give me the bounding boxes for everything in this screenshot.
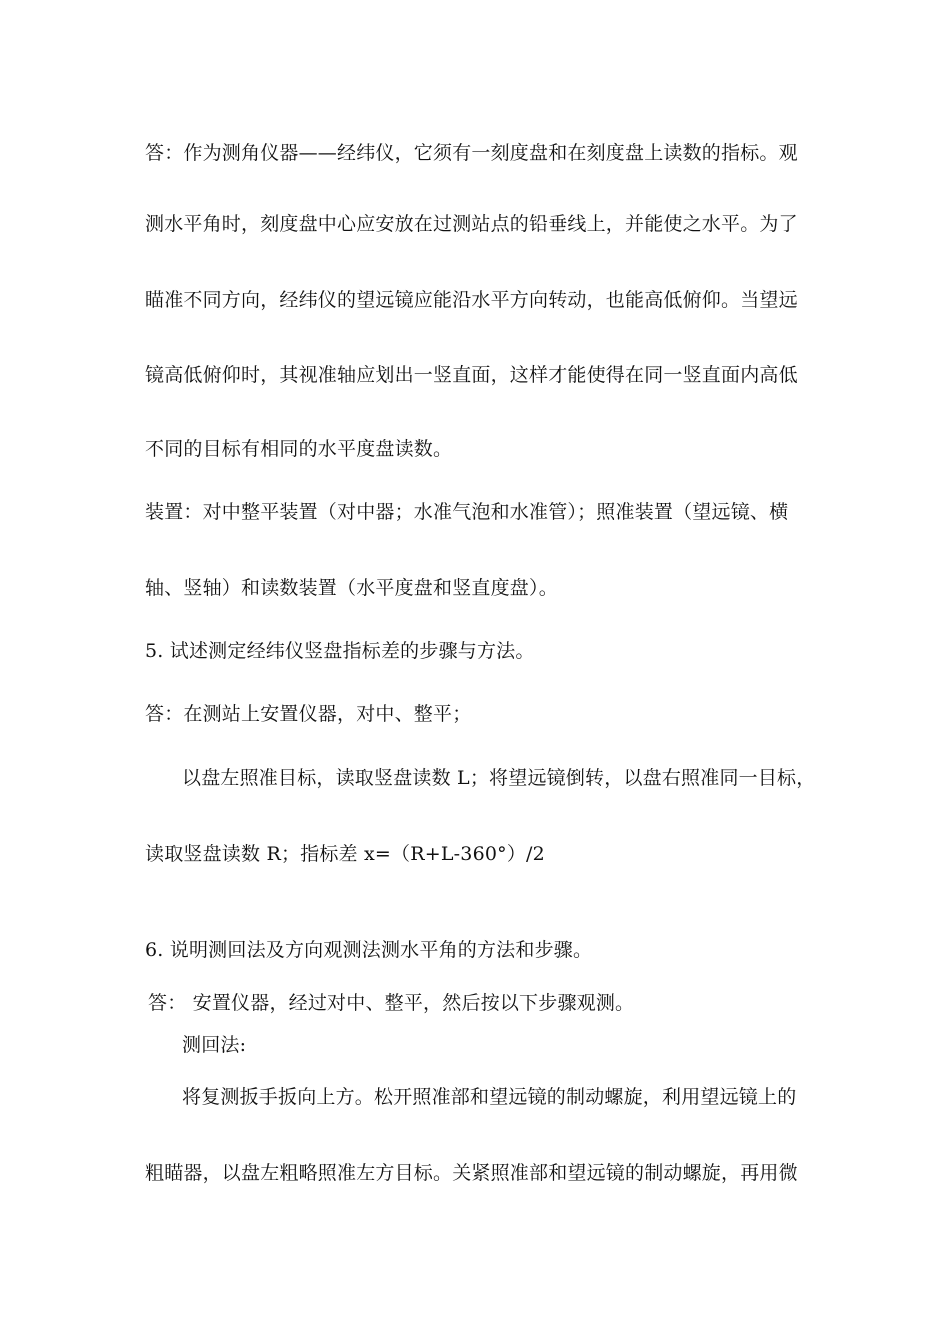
answer-line-5: 不同的目标有相同的水平度盘读数。 [145,438,453,460]
answer-line-1: 答：作为测角仪器——经纬仪，它须有一刻度盘和在刻度盘上读数的指标。观 [145,142,798,164]
answer-line-4: 镜高低俯仰时，其视准轴应划出一竖直面，这样才能使得在同一竖直面内高低 [145,364,798,386]
answer-5-line-1: 答：在测站上安置仪器，对中、整平； [145,703,472,725]
answer-line-3: 瞄准不同方向，经纬仪的望远镜应能沿水平方向转动，也能高低俯仰。当望远 [145,289,798,311]
question-6: 6. 说明测回法及方向观测法测水平角的方法和步骤。 [145,939,593,961]
answer-6-line-1: 答： 安置仪器，经过对中、整平，然后按以下步骤观测。 [148,992,635,1014]
answer-5-line-2: 以盘左照准目标，读取竖盘读数 L；将望远镜倒转，以盘右照准同一目标， [182,767,816,789]
answer-5-line-3: 读取竖盘读数 R；指标差 x=（R+L-360°）/2 [145,843,545,865]
device-line-2: 轴、竖轴）和读数装置（水平度盘和竖直度盘）。 [145,577,558,599]
method-line-2: 粗瞄器，以盘左粗略照准左方目标。关紧照准部和望远镜的制动螺旋，再用微 [145,1162,798,1184]
device-line-1: 装置：对中整平装置（对中器；水准气泡和水准管）；照准装置（望远镜、横 [145,501,789,523]
answer-line-2: 测水平角时，刻度盘中心应安放在过测站点的铅垂线上，并能使之水平。为了 [145,213,798,235]
method-heading: 测回法: [182,1034,247,1056]
question-5: 5. 试述测定经纬仪竖盘指标差的步骤与方法。 [145,640,535,662]
method-line-1: 将复测扳手扳向上方。松开照准部和望远镜的制动螺旋，利用望远镜上的 [182,1086,797,1108]
